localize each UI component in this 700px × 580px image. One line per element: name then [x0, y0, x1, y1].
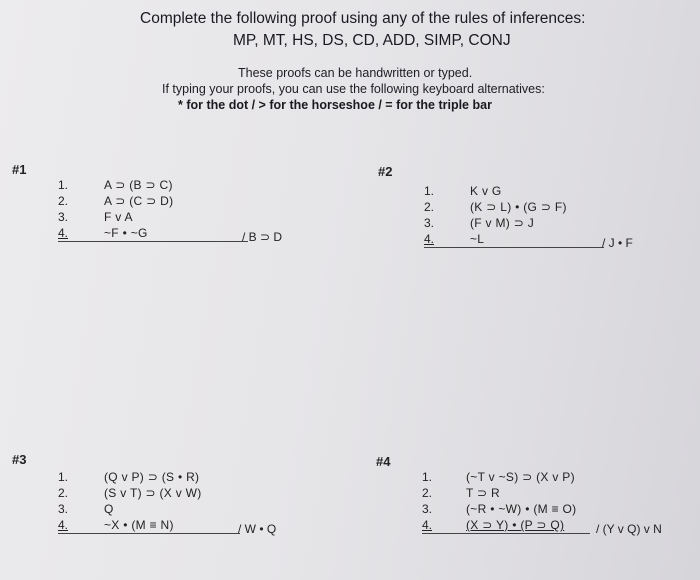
line-number: 2.: [58, 194, 69, 208]
proof-label: #4: [376, 454, 391, 469]
line-number: 1.: [58, 178, 69, 192]
instruction-title: Complete the following proof using any of the rules of inferences:: [140, 10, 586, 27]
premise: A ⊃ (B ⊃ C): [104, 178, 173, 192]
conclusion: / (Y v Q) v N: [596, 522, 662, 536]
line-number: 3.: [424, 216, 435, 230]
proof-rule: [58, 241, 248, 242]
premise: (F v M) ⊃ J: [470, 216, 535, 230]
premise: (Q v P) ⊃ (S • R): [104, 470, 200, 484]
rules-list: MP, MT, HS, DS, CD, ADD, SIMP, CONJ: [233, 32, 511, 49]
premise: ~L: [470, 232, 485, 246]
line-number: 4.: [58, 226, 69, 240]
premise: ~X • (M ≡ N): [104, 518, 174, 532]
premise: T ⊃ R: [466, 486, 501, 500]
premise: A ⊃ (C ⊃ D): [104, 194, 174, 208]
conclusion: / B ⊃ D: [242, 230, 283, 244]
line-number: 1.: [424, 184, 435, 198]
line-number: 3.: [58, 502, 69, 516]
conclusion: / J • F: [602, 236, 633, 250]
line-number: 4.: [422, 518, 433, 532]
premise: F v A: [104, 210, 133, 224]
premise: (K ⊃ L) • (G ⊃ F): [470, 200, 567, 214]
proof-rule: [424, 247, 604, 248]
line-number: 2.: [422, 486, 433, 500]
handwritten-note: These proofs can be handwritten or typed.: [238, 66, 473, 80]
proof-label: #3: [12, 452, 27, 467]
premise: (~R • ~W) • (M ≡ O): [466, 502, 577, 516]
proof-rule: [422, 533, 590, 534]
proof-label: #1: [12, 162, 27, 177]
conclusion: / W • Q: [238, 522, 277, 536]
proof-label: #2: [378, 164, 393, 179]
line-number: 4.: [424, 232, 435, 246]
line-number: 4.: [58, 518, 69, 532]
premise: (S v T) ⊃ (X v W): [104, 486, 202, 500]
keyboard-alternatives: * for the dot / > for the horseshoe / = for the triple bar: [178, 98, 492, 112]
premise: (~T v ~S) ⊃ (X v P): [466, 470, 575, 484]
line-number: 3.: [58, 210, 69, 224]
line-number: 1.: [58, 470, 69, 484]
proof-rule: [58, 533, 240, 534]
line-number: 1.: [422, 470, 433, 484]
premise: ~F • ~G: [104, 226, 148, 240]
premise: K v G: [470, 184, 502, 198]
keyboard-note: If typing your proofs, you can use the following keyboard alternatives:: [162, 82, 545, 96]
line-number: 2.: [58, 486, 69, 500]
premise: Q: [104, 502, 114, 516]
premise: (X ⊃ Y) • (P ⊃ Q): [466, 518, 565, 532]
line-number: 2.: [424, 200, 435, 214]
line-number: 3.: [422, 502, 433, 516]
